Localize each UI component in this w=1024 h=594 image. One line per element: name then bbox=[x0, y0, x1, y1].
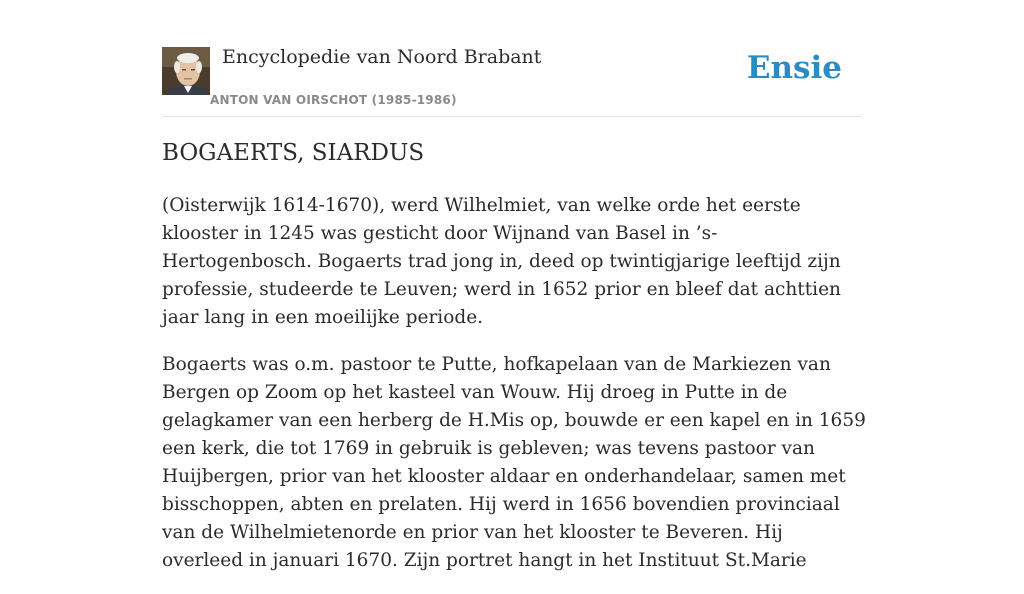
paragraph: Bogaerts was o.m. pastoor te Putte, hofkapelaan van de Markiezen van Bergen op Zoom op het kasteel van Wouw. Hij droeg in Putte in de gelagkamer van een herberg de H.Mis op, bouwde er een kapel en in 1659 een kerk, die tot 1769 in gebruik is gebleven; was tevens pastoor van Huijbergen, prior van het klooster aldaar en onderhandelaar, samen met bisschoppen, abten en prelaten. Hij werd in 1656 bovendien provinciaal van de Wilhelmietenorde en prior van het klooster te Beveren. Hij overleed in januari 1670. Zijn portret hangt in het Instituut St.Marie bbox=[162, 354, 866, 571]
article-body bbox=[162, 192, 866, 594]
brand-logo[interactable]: Ensie bbox=[746, 50, 842, 86]
avatar-portrait-icon bbox=[162, 47, 210, 95]
author-avatar[interactable] bbox=[162, 47, 210, 95]
article-header bbox=[162, 40, 862, 117]
article-title: BOGAERTS, SIARDUS bbox=[162, 140, 425, 166]
author-name[interactable]: ANTON VAN OIRSCHOT (1985-1986) bbox=[210, 93, 457, 107]
paragraph: (Oisterwijk 1614-1670), werd Wilhelmiet, van welke orde het eerste klooster in 1245 was gesticht door Wijnand van Basel in ’s-Hertogenbosch. Bogaerts trad jong in, deed op twintigjarige leeftijd zijn professie, studeerde te Leuven; werd in 1652 prior en bleef dat achttien jaar lang in een moeilijke periode. bbox=[162, 195, 841, 328]
publication-title[interactable]: Encyclopedie van Noord Brabant bbox=[222, 46, 542, 68]
